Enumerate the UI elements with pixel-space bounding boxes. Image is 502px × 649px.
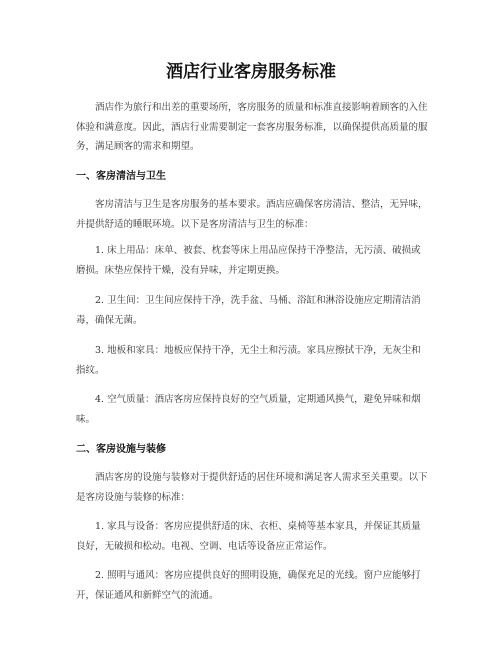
list-item: 1. 家具与设备：客房应提供舒适的床、衣柜、桌椅等基本家具，并保证其质量良好，无破损和松动。电视、空调、电话等设备应正常运作。 [76,521,421,552]
intro-paragraph: 酒店作为旅行和出差的重要场所，客房服务的质量和标准直接影响着顾客的入住体验和满意度。因此，酒店行业需要制定一套客房服务标准，以确保提供高质量的服务，满足顾客的需求和期望。 [76,102,428,152]
list-item: 1. 床上用品：床单、被套、枕套等床上用品应保持干净整洁，无污渍、破损或磨损。床垫应保持干燥，没有异味，并定期更换。 [76,245,421,276]
section-heading-facilities: 二、客房设施与装修 [76,444,166,455]
list-item: 2. 照明与通风：客房应提供良好的照明设施，确保充足的光线。窗户应能够打开，保证通风和新鲜空气的流通。 [76,570,421,601]
document-title: 酒店行业客房服务标准 [166,62,336,82]
list-item: 4. 空气质量：酒店客房应保持良好的空气质量，定期通风换气，避免异味和烟味。 [76,394,421,425]
list-item: 2. 卫生间：卫生间应保持干净，洗手盆、马桶、浴缸和淋浴设施应定期清洁消毒，确保无菌。 [76,295,421,326]
list-item: 3. 地板和家具：地板应保持干净，无尘土和污渍。家具应擦拭干净，无灰尘和指纹。 [76,345,421,376]
section-intro-cleaning: 客房清洁与卫生是客房服务的基本要求。酒店应确保客房清洁、整洁，无异味，并提供舒适的睡眠环境。以下是客房清洁与卫生的标准： [76,199,428,230]
section-intro-facilities: 酒店客房的设施与装修对于提供舒适的居住环境和满足客人需求至关重要。以下是客房设施与装修的标准： [76,472,428,503]
section-heading-cleaning: 一、客房清洁与卫生 [76,171,166,182]
